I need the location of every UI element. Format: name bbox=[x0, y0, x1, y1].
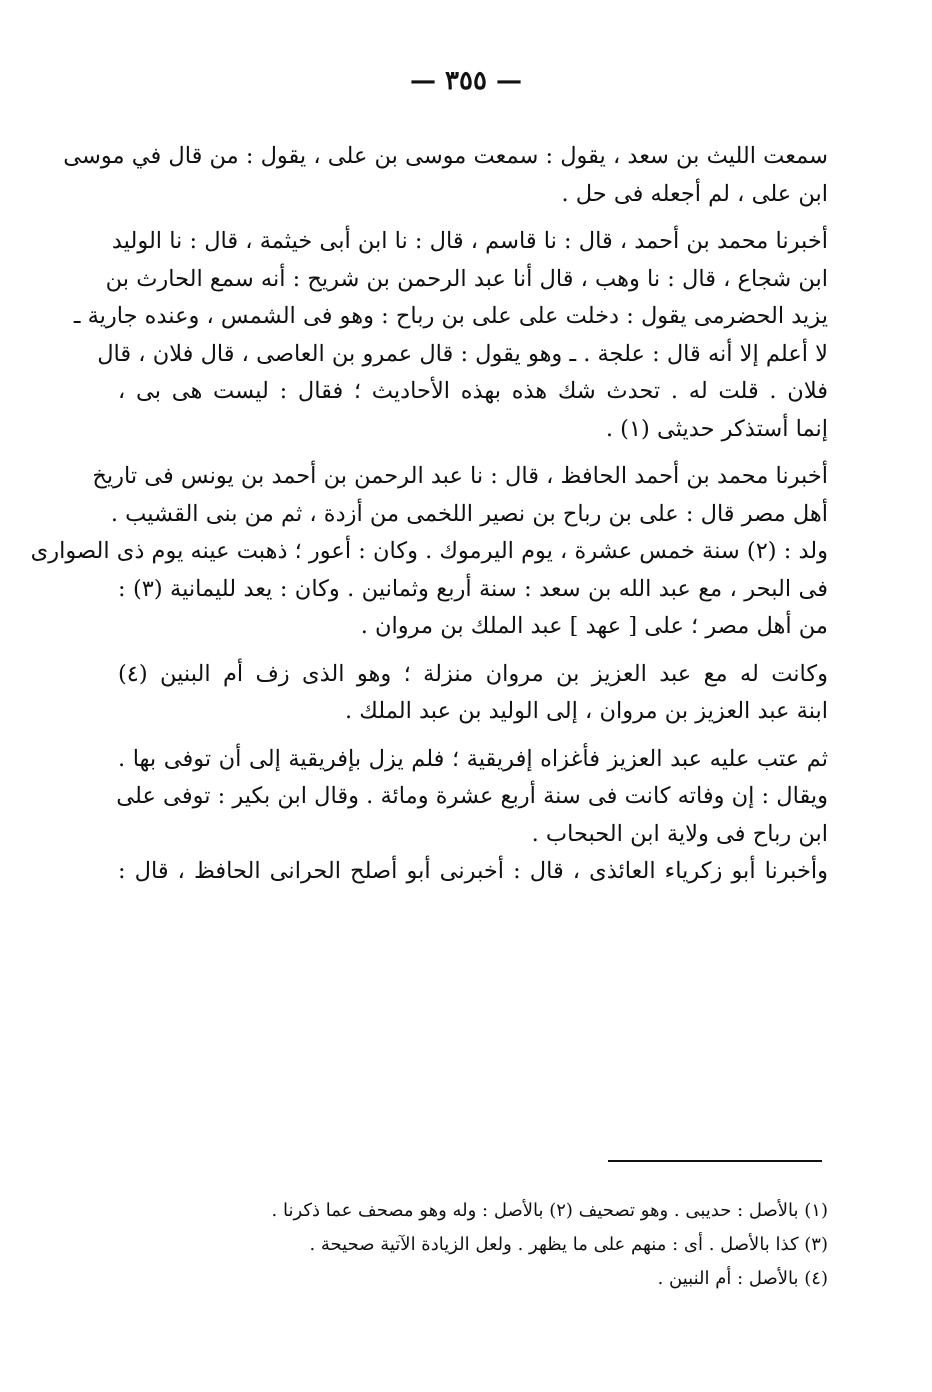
text-line: فلان . قلت له . تحدث شك هذه بهذه الأحاديث ؛ فقال : ليست هى بى ، bbox=[118, 378, 828, 404]
footnote-3: (٣) كذا بالأصل . أى : منهم على ما يظهر . ولعل الزيادة الآتية صحيحة . bbox=[309, 1234, 828, 1255]
paragraph-5 bbox=[118, 741, 828, 854]
footnote-divider bbox=[608, 1160, 822, 1162]
text-line: فى البحر ، مع عبد الله بن سعد : سنة أربع وثمانين . وكان : يعد لليمانية (٣) : bbox=[118, 575, 829, 602]
text-line: أخبرنا محمد بن أحمد ، قال : نا قاسم ، قال : نا ابن أبى خيثمة ، قال : نا الوليد bbox=[111, 228, 828, 254]
paragraph-6 bbox=[118, 853, 828, 891]
text-line: من أهل مصر ؛ على [ عهد ] عبد الملك بن مروان . bbox=[360, 613, 828, 639]
page-number: — ٣٥٥ — bbox=[409, 66, 523, 96]
text-line: ابن رباح فى ولاية ابن الحبحاب . bbox=[531, 820, 828, 847]
text-line: يزيد الحضرمى يقول : دخلت على على بن رباح : وهو فى الشمس ، وعنده جارية ـ bbox=[73, 303, 828, 329]
text-line: ابنة عبد العزيز بن مروان ، إلى الوليد بن عبد الملك . bbox=[344, 698, 828, 724]
footnotes bbox=[118, 1194, 828, 1296]
text-line: ابن شجاع ، قال : نا وهب ، قال أنا عبد الرحمن بن شريح : أنه سمع الحارث بن bbox=[105, 265, 828, 292]
footnote-1-2: (١) بالأصل : حديبى . وهو تصحيف (٢) بالأصل : وله وهو مصحف عما ذكرنا . bbox=[271, 1200, 828, 1221]
paragraph-1 bbox=[63, 138, 828, 213]
text-line: إنما أستذكر حديثى (١) . bbox=[605, 415, 828, 442]
text-line: ويقال : إن وفاته كانت فى سنة أربع عشرة ومائة . وقال ابن بكير : توفى على bbox=[116, 783, 828, 809]
text-line: سمعت الليث بن سعد ، يقول : سمعت موسى بن على ، يقول : من قال في موسى bbox=[63, 143, 828, 169]
text-line: ولد : (٢) سنة خمس عشرة ، يوم اليرموك . وكان : أعور ؛ ذهبت عينه يوم ذى الصوارى bbox=[30, 538, 828, 564]
text-line: ثم عتب عليه عبد العزيز فأغزاه إفريقية ؛ فلم يزل بإفريقية إلى أن توفى بها . bbox=[118, 745, 828, 772]
text-line: لا أعلم إلا أنه قال : علجة . ـ وهو يقول : قال عمرو بن العاصى ، قال فلان ، قال bbox=[97, 340, 828, 367]
paragraph-2 bbox=[73, 223, 828, 448]
footnote-4: (٤) بالأصل : أم النبين . bbox=[657, 1268, 828, 1289]
paragraph-4 bbox=[118, 656, 828, 731]
text-line: وأخبرنا أبو زكرياء العائذى ، قال : أخبرنى أبو أصلح الحرانى الحافظ ، قال : bbox=[118, 858, 828, 884]
text-line: وكانت له مع عبد العزيز بن مروان منزلة ؛ وهو الذى زف أم البنين (٤) bbox=[118, 660, 828, 687]
text-line: أخبرنا محمد بن أحمد الحافظ ، قال : نا عبد الرحمن بن أحمد بن يونس فى تاريخ bbox=[92, 463, 828, 489]
text-line: أهل مصر قال : على بن رباح بن نصير اللخمى من أزدة ، ثم من بنى القشيب . bbox=[110, 500, 828, 527]
text-line: ابن على ، لم أجعله فى حل . bbox=[561, 180, 828, 207]
paragraph-3 bbox=[30, 458, 829, 646]
main-text bbox=[30, 138, 829, 891]
